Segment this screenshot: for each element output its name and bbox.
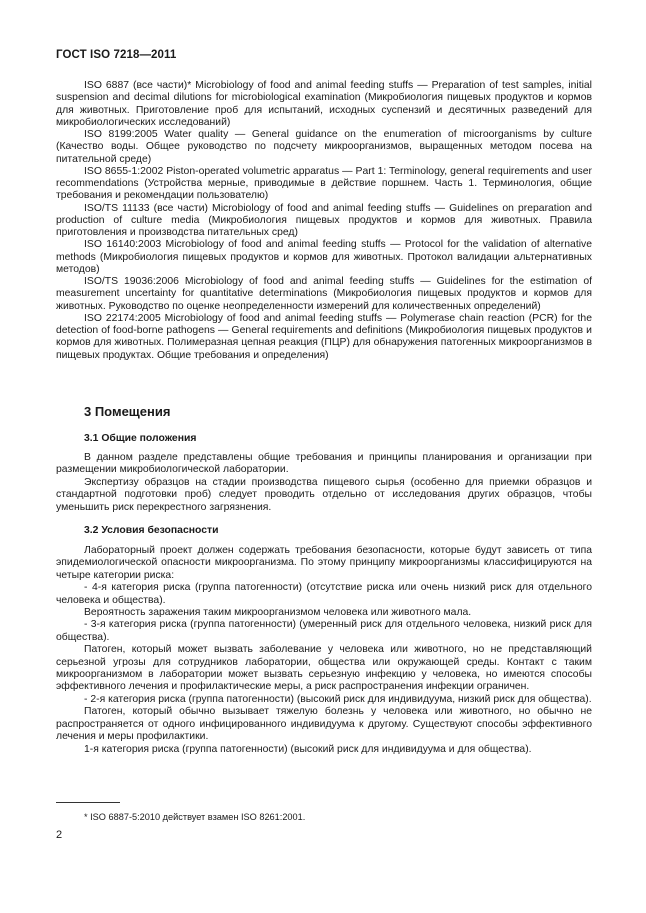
subsection-3-1-body [56, 452, 592, 514]
paragraph: Экспертизу образцов на стадии производства пищевого сырья (особенно для приемки образцов и стандартной подготовки проб) следует проводить отдельно от исследования других образцов, чтобы уменьшить риск перекрестного загрязнения. [56, 476, 592, 513]
reference-item: ISO 8199:2005 Water quality — General guidance on the enumeration of microorganisms by culture (Качество воды. Общее руководство по подсчету микроорганизмов, выращенных методом посева на питательной среде) [56, 129, 592, 165]
paragraph: - 2-я категория риска (группа патогенности) (высокий риск для индивидуума, низкий риск для общества). [84, 693, 592, 705]
page-number: 2 [56, 829, 63, 841]
reference-item: ISO/TS 19036:2006 Microbiology of food and animal feeding stuffs — Guidelines for the estimation of measurement uncertainty for quantitative determinations (Микробиология пищевых продуктов и кормов для животных. Руководство по оценке неопределенности измерений для количественных определений) [56, 276, 592, 312]
paragraph: - 3-я категория риска (группа патогенности) (умеренный риск для отдельного человека, низкий риск для общества). [56, 619, 592, 643]
paragraph: - 4-я категория риска (группа патогенности) (отсутствие риска или очень низкий риск для отдельного человека и общества). [56, 582, 592, 606]
document-header: ГОСТ ISO 7218—2011 [56, 49, 177, 61]
subsection-3-2-body [56, 545, 592, 756]
paragraph: В данном разделе представлены общие требования и принципы планирования и организации при размещении микробиологической лаборатории. [56, 452, 592, 476]
footnote: * ISO 6887-5:2010 действует взамен ISO 8261:2001. [84, 812, 306, 822]
reference-item: ISO 16140:2003 Microbiology of food and animal feeding stuffs — Protocol for the validation of alternative methods (Микробиология пищевых продуктов и кормов для животных. Протокол валидации альтернативных методов) [56, 239, 592, 275]
reference-item: ISO 8655-1:2002 Piston-operated volumetric apparatus — Part 1: Terminology, general requirements and user recommendations (Устройства мерные, приводимые в действие поршнем. Часть 1. Терминология, общие требования и рекомендации пользователю) [56, 165, 592, 202]
reference-item: ISO 22174:2005 Microbiology of food and animal feeding stuffs — Polymerase chain reaction (PCR) for the detection of food-borne pathogens — General requirements and definitions (Микробиология пищевых продуктов и кормов для животных. Полимеразная цепная реакция (ПЦР) для обнаружения патогенных микроорганизмов в пищевых продуктах. Общие требования и определения) [56, 312, 592, 361]
paragraph: Патоген, который обычно вызывает тяжелую болезнь у человека или животного, но обычно не распространяется от одного инфицированного индивидуума к другому. Существуют способы эффективного лечения и меры профилактики. [56, 706, 592, 743]
subsection-heading-3-1: 3.1 Общие положения [84, 433, 197, 444]
paragraph: Патоген, который может вызвать заболевание у человека или животного, но не представляющий серьезной угрозы для сотрудников лаборатории, общества или окружающей среды. Контакт с таким микроорганизмом в лаборатории может вызвать серьезную инфекцию у человека, но имеются способы эффективного лечения и профилактические меры, а риск распространения инфекции ограничен. [56, 644, 592, 693]
reference-item: ISO/TS 11133 (все части) Microbiology of food and animal feeding stuffs — Guidelines on preparation and production of culture media (Микробиология пищевых продуктов и кормов для животных. Правила приготовления и производства питательных сред) [56, 202, 592, 238]
normative-references [56, 80, 592, 362]
subsection-heading-3-2: 3.2 Условия безопасности [84, 525, 219, 536]
section-heading: 3 Помещения [84, 404, 171, 419]
paragraph: 1-я категория риска (группа патогенности) (высокий риск для индивидуума и для общества). [84, 743, 532, 755]
paragraph: Лабораторный проект должен содержать требования безопасности, которые будут зависеть от типа эпидемиологической опасности микроорганизма. По этому принципу микроорганизмы классифицируются на четыре категории риска: [56, 545, 592, 581]
reference-item: ISO 6887 (все части)* Microbiology of food and animal feeding stuffs — Preparation of test samples, initial suspension and decimal dilutions for microbiological examination (Микробиология пищевых продуктов и кормов для животных. Приготовление проб для испытаний, исходных суспензий и десятичных разведений для микробиологических исследований) [56, 80, 592, 128]
paragraph: Вероятность заражения таким микроорганизмом человека или животного мала. [84, 607, 472, 619]
footnote-divider [56, 802, 120, 803]
